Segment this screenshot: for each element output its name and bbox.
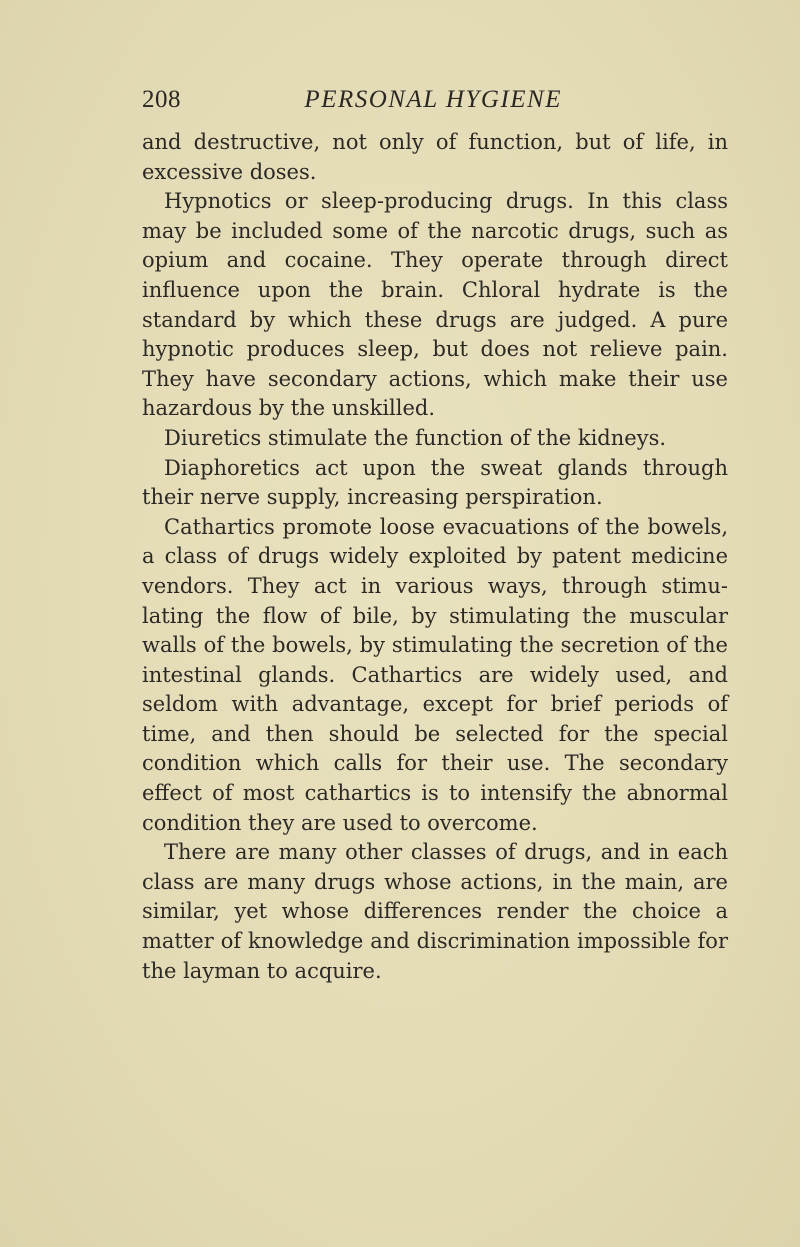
paragraph-hypnotics: Hypnotics or sleep-producing drugs. In this class may be included some of the narcotic drugs, such as opium and cocaine. They operate through direct influence upon the brain. Chloral hydrate is the standard by which these drugs are judged. A pure hypnotic produces sleep, but does not relieve pain. They have secondary actions, which make their use hazardous by the unskilled. <box>142 189 728 421</box>
paragraph-other-classes: There are many other classes of drugs, and in each class are many drugs whose actions, in the main, are similar, yet whose differences render the choice a matter of knowledge and discrimination impossible for the layman to acquire. <box>142 840 728 983</box>
running-title: PERSONAL HYGIENE <box>304 86 562 113</box>
paragraph-cathartics: Cathartics promote loose evacuations of the bowels, a class of drugs widely exploited by patent medicine vendors. They act in various ways, through stimu-lating the flow of bile, by stimulating the muscular walls of the bowels, by stimulating the secretion of the intestinal glands. Cathartics are widely used, and seldom with advantage, except for brief periods of time, and then should be selected for the special condition which calls for their use. The secondary effect of most cathartics is to intensify the abnormal condition they are used to overcome. <box>142 514 728 835</box>
paragraph-diaphoretics: Diaphoretics act upon the sweat glands through their nerve supply, increasing perspiration. <box>142 455 728 510</box>
page-header <box>142 86 562 122</box>
body-text <box>142 128 728 986</box>
page-number: 208 <box>142 86 181 113</box>
paragraph-continuation: and destructive, not only of function, but of life, in excessive doses. <box>142 130 728 184</box>
paragraph-diuretics: Diuretics stimulate the function of the kidneys. <box>164 425 667 450</box>
